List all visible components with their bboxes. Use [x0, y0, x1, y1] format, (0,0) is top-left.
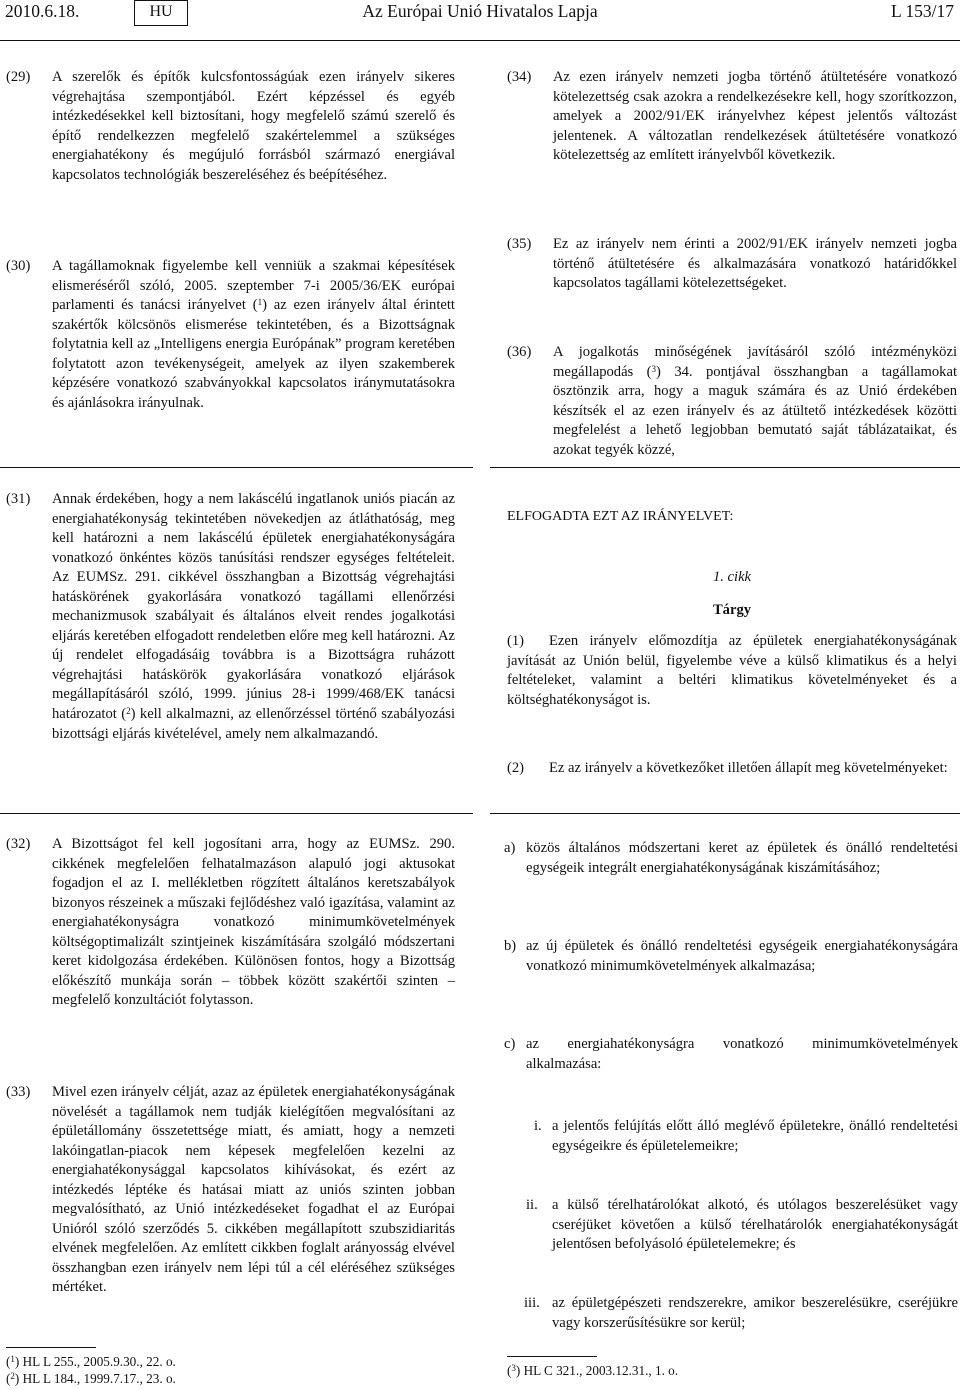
- recital-30: [6, 257, 455, 413]
- page-header: [0, 0, 960, 28]
- recital-number: (29): [6, 69, 31, 85]
- recital-number: (34): [507, 69, 532, 85]
- page-number: L 153/17: [890, 1, 954, 21]
- recital-number: (35): [507, 236, 532, 252]
- recital-36: [507, 343, 957, 460]
- item-label: a): [504, 840, 516, 856]
- recital-text: A jogalkotás minőségének javításáról szóló intézményközi megállapodás ($^3$) 34. pontjával összhangban a tagállamokat ösztönzik arra, hogy a maguk számára és az Unió érdekében készítsék el az ezen irányelv és az átültető intézkedések közötti megfelelést a lehető legjobban bemutató saját táblázataikat, és azokat tegyék közzé,: [553, 344, 957, 458]
- item-text: a külső térelhatárolókat alkotó, és utólagos beszerelésüket vagy cseréjüket követően a külső térelhatárolók energiahatékonyságát jelentősen befolyásoló épületelemekre; és: [552, 1197, 958, 1253]
- item-label: c): [504, 1036, 516, 1052]
- article-paragraph-2: [507, 759, 957, 779]
- footnote-rule: [507, 1356, 597, 1357]
- recital-35: [507, 235, 957, 294]
- footnote-2: ($^2$) HL L 184., 1999.7.17., 23. o.: [6, 1371, 176, 1386]
- recital-number: (33): [6, 1084, 31, 1100]
- list-item-b: [504, 937, 958, 976]
- recital-text: Mivel ezen irányelv célját, azaz az épületek energiahatékonyságának növelését a tagállamok nem tudják kielégítően megvalósítani az épületállomány összetettsége miatt, és amiatt, hogy a nemzeti lakóingatlan-piacok nem képesek megfelelően kezelni az energiahatékonysággal kapcsolatos kihívásokat, és ezért az intézkedés léptéke és hatásai miatt az uniós szinten jobban megvalósítható, az Unió intézkedéseket fogadhat el az Európai Unióról szóló szerződés 5. cikkében megállapított szubszidiaritás elvének megfelelően. Az említett cikkben foglalt arányosság elvével összhangban ezen irányelv nem lépi túl a cél eléréséhez szükséges mértéket.: [52, 1084, 455, 1296]
- item-text: közös általános módszertani keret az épületek és önálló rendeltetési egységeik integrált energiahatékonyságának kiszámításához;: [526, 840, 958, 876]
- footnote-ref: 2: [126, 706, 131, 717]
- sub-item-i: [532, 1117, 958, 1156]
- footnote-3: ($^3$) HL C 321., 2003.12.31., 1. o.: [507, 1363, 679, 1378]
- article-paragraph-1: [507, 632, 957, 710]
- recital-number: (30): [6, 258, 31, 274]
- footnote-ref: 1: [257, 297, 263, 308]
- sub-item-ii: [526, 1196, 958, 1255]
- item-text: az épületgépészeti rendszerekre, amikor beszerelésükre, cseréjükre vagy korszerűsítésükre sor kerül;: [552, 1295, 958, 1331]
- item-text: az új épületek és önálló rendeltetési egységeik energiahatékonyságára vonatkozó minimumkövetelmények alkalmazása;: [526, 938, 958, 974]
- recital-29: [6, 68, 455, 185]
- item-label: iii.: [524, 1295, 540, 1311]
- recital-31: [6, 490, 455, 744]
- item-label: ii.: [526, 1197, 538, 1213]
- section-divider: [490, 467, 960, 468]
- section-divider: [0, 813, 473, 814]
- journal-title: Az Európai Unió Hivatalos Lapja: [362, 1, 598, 21]
- recital-text: A Bizottságot fel kell jogosítani arra, hogy az EUMSz. 290. cikkének megfelelően felhatalmazáson alapuló jogi aktusokat fogadjon el az I. mellékletben rögzített általános keretszabályok bizonyos részeinek a műszaki fejlődéshez való igazítása, valamint az energiahatékonyságra vonatkozó minimumkövetelmények költségoptimalizált szintjeinek kiszámítására szolgáló módszertani keret kidolgozása érdekében. Különösen fontos, hogy a Bizottság előkészítő munkája során – többek között szakértői szinten – megfelelő konzultációt folytasson.: [52, 836, 455, 1009]
- section-divider: [490, 813, 960, 814]
- article-title: Tárgy: [712, 602, 752, 618]
- recital-text: A szerelők és építők kulcsfontosságúak ezen irányelv sikeres végrehajtása szempontjából. Ezért képzéssel és egyéb intézkedésekkel kell biztosítani, hogy megfelelő számú szerelő és építő rendelkezzen megfelelő szakértelemmel a szükséges energiahatékony és megújuló forrásból származó energiával kapcsolatos technológiák beszereléséhez és beépítéséhez.: [52, 69, 455, 183]
- recital-text: Annak érdekében, hogy a nem lakáscélú ingatlanok uniós piacán az energiahatékonyság tekintetében növekedjen az átláthatóság, meg kell határozni a nem lakáscélú épületek energiahatékonyságára vonatkozó önkéntes közös tanúsítási rendszer egységes feltételeit. Az EUMSz. 291. cikkével összhangban a Bizottság végrehajtási hatáskörének gyakorlására vonatkozó tagállami ellenőrzési mechanizmusok szabályait és általános elveit rendes jogalkotási eljárás keretében elfogadott rendeletben előre meg kell határozni. Az új rendelet elfogadásáig továbbra is a Bizottságra ruházott végrehajtási hatáskörök gyakorlására vonatkozó eljárások megállapításáról szóló, 1999. június 28-i 1999/468/EK tanácsi határozatot ($^2$) kell alkalmazni, az ellenőrzéssel történő szabályozási bizottsági eljárás kivételével, amely nem alkalmazandó.: [52, 491, 456, 742]
- language-badge: HU: [134, 0, 188, 26]
- publication-date: 2010.6.18.: [5, 1, 80, 21]
- paragraph-number: (2): [507, 760, 525, 776]
- footnote-1: ($^1$) HL L 255., 2005.9.30., 22. o.: [6, 1354, 176, 1369]
- recital-text: Az ezen irányelv nemzeti jogba történő átültetésére vonatkozó kötelezettség csak azokra a rendelkezésekre kell, hogy szorítkozzon, amelyek a 2002/91/EK irányelvhez képest jelentős változást jelentenek. A változatlan rendelkezések átültetésére vonatkozó kötelezettség az említett irányelvből következik.: [553, 69, 957, 164]
- recital-number: (31): [6, 491, 31, 507]
- recital-number: (36): [507, 344, 532, 360]
- section-divider: [0, 467, 473, 468]
- footnote-ref: 3: [651, 363, 657, 374]
- recital-text: Ez az irányelv nem érinti a 2002/91/EK irányelv nemzeti jogba történő átültetésére és alkalmazására vonatkozó határidőkkel kapcsolatos tagállami kötelezettségeket.: [553, 236, 957, 292]
- list-item-c: [504, 1035, 958, 1074]
- paragraph-number: (1): [507, 633, 525, 649]
- header-divider: [0, 40, 960, 41]
- footnote-rule: [6, 1347, 96, 1348]
- article-number: 1. cikk: [712, 569, 752, 585]
- adoption-statement: ELFOGADTA EZT AZ IRÁNYELVET:: [507, 509, 734, 524]
- recital-33: [6, 1083, 455, 1298]
- item-label: i.: [534, 1118, 542, 1134]
- item-label: b): [504, 938, 517, 954]
- item-text: az energiahatékonyságra vonatkozó minimumkövetelmények alkalmazása:: [526, 1036, 958, 1072]
- recital-32: [6, 835, 455, 1011]
- recital-34: [507, 68, 957, 166]
- list-item-a: [504, 839, 958, 878]
- paragraph-text: Ez az irányelv a következőket illetően állapít meg követelményeket:: [549, 760, 948, 776]
- item-text: a jelentős felújítás előtt álló meglévő épületekre, önálló rendeltetési egységeikre és épületelemeikre;: [552, 1118, 958, 1154]
- paragraph-text: Ezen irányelv előmozdítja az épületek energiahatékonyságának javítását az Unión belül, figyelembe véve a külső klimatikus és a helyi feltételeket, valamint a beltéri klimatikus követelményeket és a költséghatékonyságot is.: [507, 633, 957, 708]
- sub-item-iii: [524, 1294, 958, 1333]
- recital-text: A tagállamoknak figyelembe kell venniük a szakmai képesítések elismeréséről szóló, 2005. szeptember 7-i 2005/36/EK európai parlamenti és tanácsi irányelvet ($^1$) az ezen irányelv által érintett szakértők kölcsönös elismerése tekintetében, és a Bizottságnak folytatnia kell az „Intelligens energia Európának” program keretében folytatott azon tevékenységeit, amelyek az ilyen szakemberek képzésére vonatkozó szabványokkal kapcsolatos iránymutatásokra és ajánlásokra irányulnak.: [52, 258, 455, 411]
- recital-number: (32): [6, 836, 31, 852]
